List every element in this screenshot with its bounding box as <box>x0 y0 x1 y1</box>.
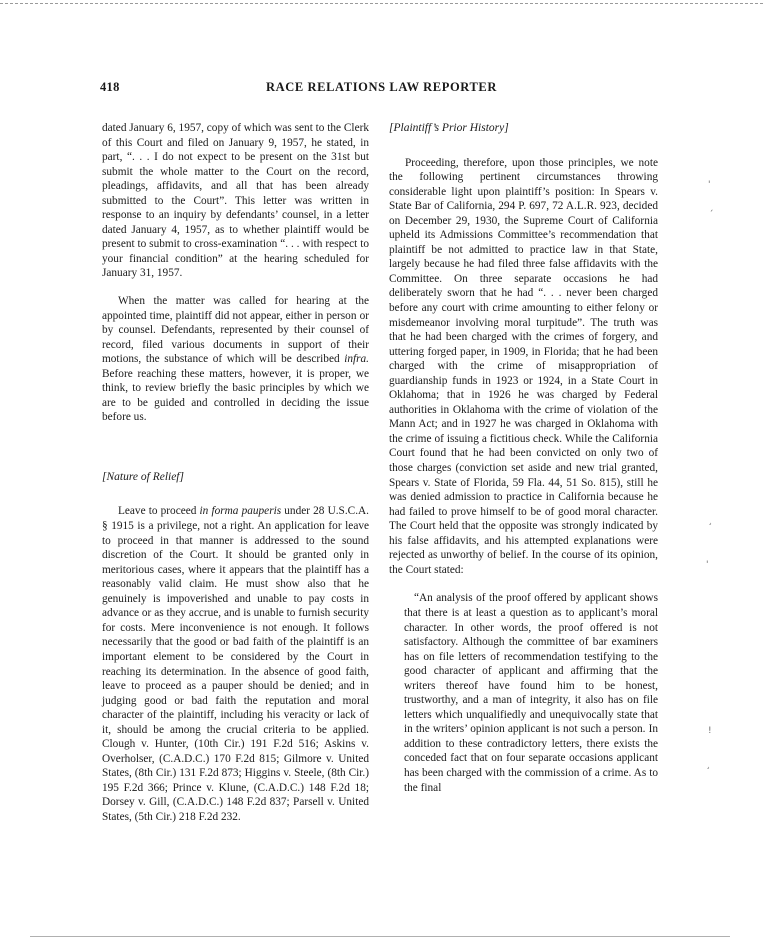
margin-mark-4: ' <box>706 560 709 570</box>
left-column <box>102 121 369 825</box>
right-paragraph-1: Proceeding, therefore, upon those principles, we note the following pertinent circumstances throwing considerable light upon plaintiff’s position: In Spears v. State Bar of California, 294 P. 697, 72 A.L.R. 923, decided on December 29, 1930, the Supreme Court of California upheld its Admissions Committee’s recommendation that plaintiff be not admitted to practice law in that State, largely because he had filed three false affidavits with the Committee. On three separate occasions he had deliberately sworn that he had “. . . never been charged before any court with crime amounting to either felony or misdemeanor involving moral turpitude”. The truth was that he had been charged with the crimes of forgery, and uttering forged paper, in 1909, in Florida; that he had been charged with the crime of misappropriation of guardianship funds in 1923 or 1924, in a State Court in Oklahoma; that in 1926 he was charged by Federal authorities in Oklahoma with the crime of violation of the Mann Act; and in 1927 he was charged in Oklahoma with the crime of issuing a fictitious check. While the California Court found that he had been convicted on only two of those charges (conviction set aside and new trial granted, Spears v. State of Florida, 59 Fla. 44, 51 So. 815), still he was denied admission to practice in California because he had failed to prove himself to be of good moral character. The Court held that the opposite was strongly indicated by his false affidavits, and his attempted explanations were rejected as unworthy of belief. In the course of its opinion, the Court stated: <box>389 156 658 576</box>
right-column <box>389 121 658 795</box>
margin-mark-6: ¸ <box>706 760 711 770</box>
page-number: 418 <box>100 80 120 94</box>
top-edge-rule <box>0 3 763 4</box>
left-paragraph-1: dated January 6, 1957, copy of which was sent to the Clerk of this Court and filed on January 9, 1957, he stated, in part, “. . . I do not expect to be present on the 31st but submit the whole matter to the Court on the record, pleadings, affidavits, and all that has been already submitted to the Court”. This letter was written in response to an inquiry by defendants’ counsel, in a letter dated January 4, 1957, as to whether plaintiff would be present to submit to cross-examination “. . . with respect to your financial condition” at the hearing scheduled for January 31, 1957. <box>102 122 369 280</box>
section-heading-nature-of-relief: [Nature of Relief] <box>102 470 184 483</box>
bottom-edge-rule <box>30 936 730 937</box>
left-paragraph-3-part-b: under 28 U.S.C.A. § 1915 is a privilege, not a right. An application for leave to proceed in that manner is addressed to the sound discretion of the Court. It should be granted only in meritorious cases, where it appears that the plaintiff has a reasonably valid claim. He must show also that he genuinely is impoverished and unable to pay costs in advance or as they accrue, and is unable to furnish security for costs. Mere inconvenience is not enough. It follows necessarily that the good or bad faith of the plaintiff is an important element to be considered by the Court in reaching its determination. In the absence of good faith, leave to proceed as a pauper should be denied; and in judging good or bad faith the reputation and moral character of the plaintiff, including his veracity or lack of it, should be among the crucial criteria to be applied. Clough v. Hunter, (10th Cir.) 191 F.2d 516; Askins v. Overholser, (C.A.D.C.) 170 F.2d 815; Gilmore v. United States, (8th Cir.) 131 F.2d 873; Higgins v. Steele, (8th Cir.) 195 F.2d 366; Prince v. Klune, (C.A.D.C.) 148 F.2d 18; Dorsey v. Gill, (C.A.D.C.) 148 F.2d 837; Parsell v. United States, (5th Cir.) 218 F.2d 232. <box>102 505 369 823</box>
margin-mark-2: ´ <box>709 210 714 220</box>
infra-italic: infra. <box>344 353 369 366</box>
left-paragraph-2 <box>102 294 369 425</box>
margin-mark-1: ' <box>708 180 711 190</box>
left-paragraph-2-part-b: Before reaching these matters, however, it is proper, we think, to review briefly the basic principles by which we are to be guided and controlled in deciding the issue before us. <box>102 367 369 424</box>
left-paragraph-3 <box>102 504 369 824</box>
running-header-title: RACE RELATIONS LAW REPORTER <box>266 80 497 94</box>
left-paragraph-3-part-a: Leave to proceed <box>118 505 200 518</box>
margin-mark-5: ! <box>708 726 712 736</box>
in-forma-pauperis-italic: in forma pauperis <box>199 505 282 518</box>
block-quote: “An analysis of the proof offered by applicant shows that there is at least a question as to applicant’s moral character. In other words, the proof offered is not satisfactory. Although the committee of bar examiners has on file letters of recommendation testifying to the good character of applicant and affirming that the writers thereof have found him to be honest, trustworthy, and a man of integrity, it also has on file letters which unqualifiedly and unequivocally state that in the writers’ opinion applicant is not such a person. In addition to these contradictory letters, there exists the conceded fact that on four separate occasions applicant has been charged with the commission of a crime. As to the final <box>404 592 658 794</box>
left-paragraph-2-part-a: When the matter was called for hearing at the appointed time, plaintiff did not appear, either in person or by counsel. Defendants, represented by their counsel of record, filed various documents in support of their motions, the substance of which will be described <box>102 295 369 366</box>
section-heading-prior-history: [Plaintiff’s Prior History] <box>389 122 509 134</box>
margin-mark-3: ¸ <box>708 516 713 526</box>
